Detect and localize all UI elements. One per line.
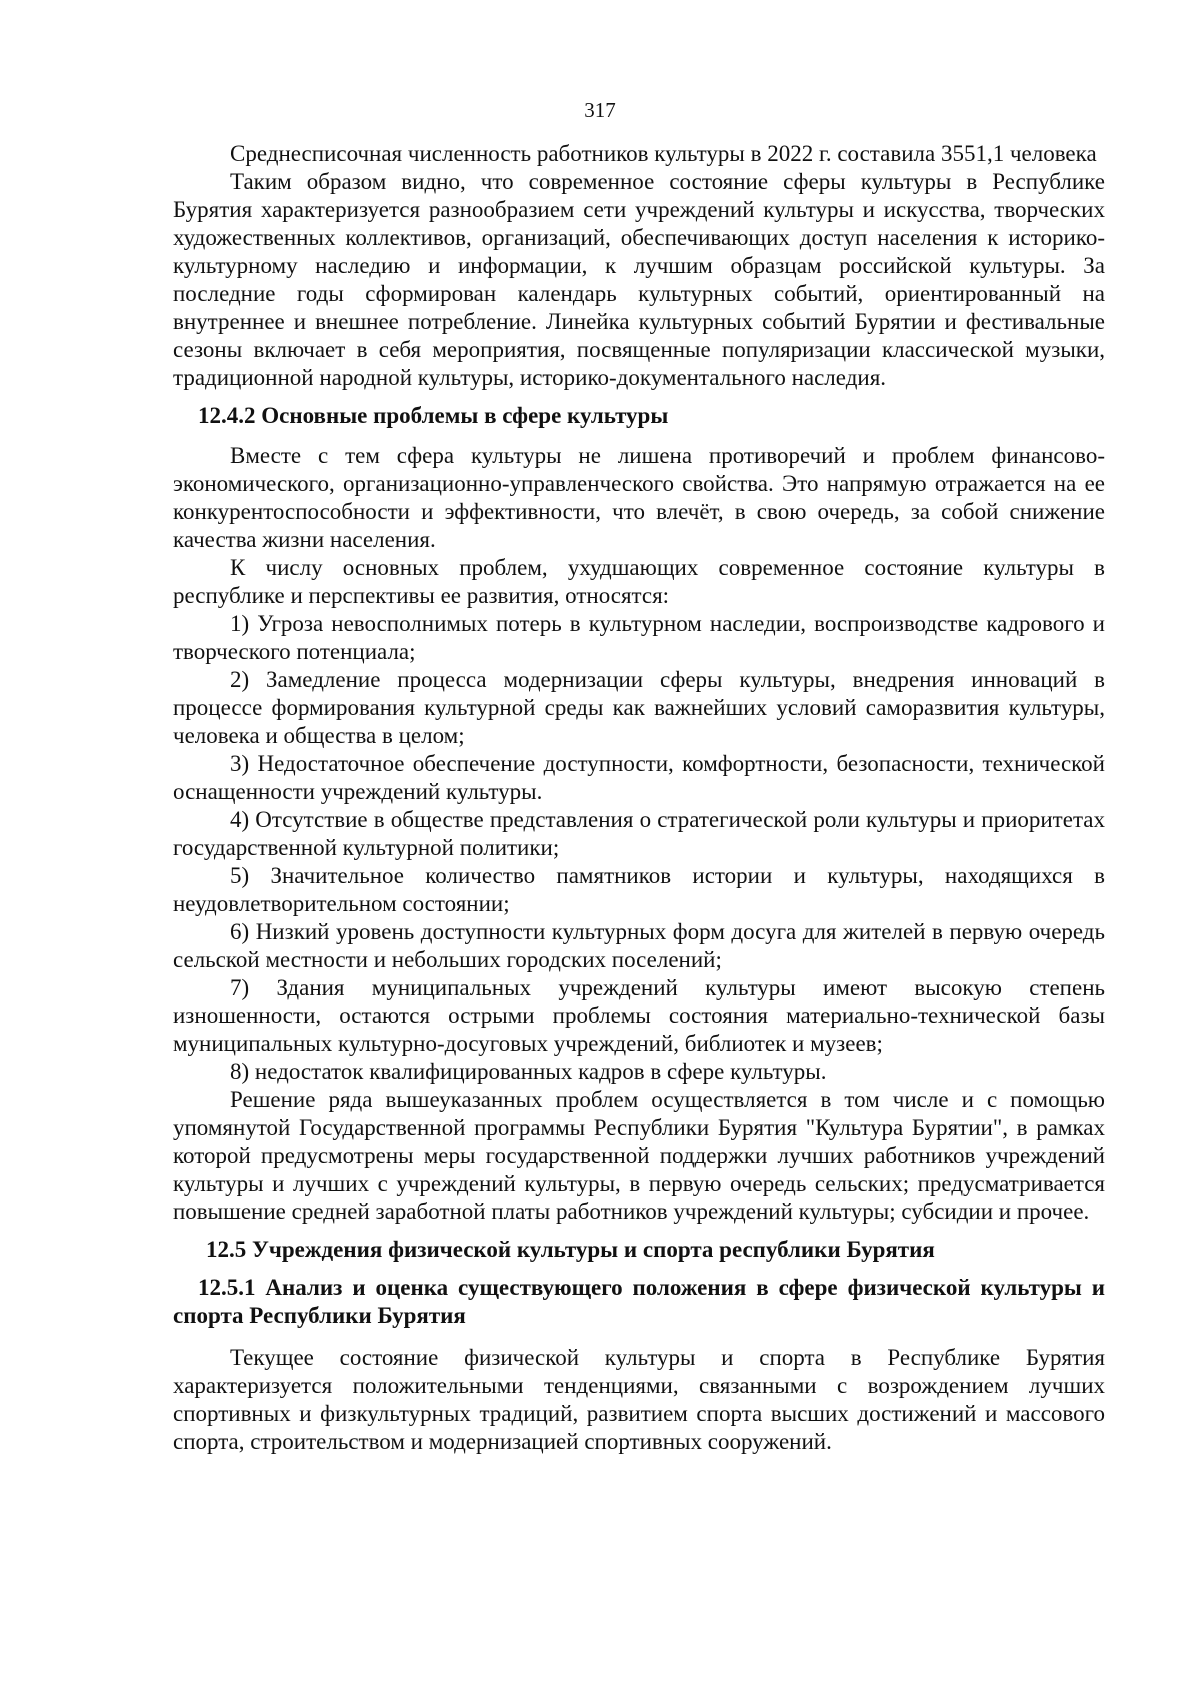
page-body xyxy=(173,140,1105,1456)
section-heading-12-5: 12.5 Учреждения физической культуры и спорта республики Бурятия xyxy=(206,1237,935,1262)
list-item: 6) Низкий уровень доступности культурных форм досуга для жителей в первую очередь сельской местности и небольших городских поселений; xyxy=(173,919,1105,972)
section-heading-12-5-1: 12.5.1 Анализ и оценка существующего положения в сфере физической культуры и спорта Республики Бурятия xyxy=(173,1275,1105,1328)
list-item: 5) Значительное количество памятников истории и культуры, находящихся в неудовлетворительном состоянии; xyxy=(173,863,1105,916)
page-number: 317 xyxy=(584,98,616,122)
paragraph: Решение ряда вышеуказанных проблем осуществляется в том числе и с помощью упомянутой Государственной программы Республики Бурятия "Культура Бурятии", в рамках которой предусмотрены меры государственной поддержки лучших работников учреждений культуры и лучших с учреждений культуры, в первую очередь сельских; предусматривается повышение средней заработной платы работников учреждений культуры; субсидии и прочее. xyxy=(173,1087,1105,1224)
list-item: 3) Недостаточное обеспечение доступности, комфортности, безопасности, технической оснащенности учреждений культуры. xyxy=(173,751,1105,804)
list-item: 1) Угроза невосполнимых потерь в культурном наследии, воспроизводстве кадрового и творческого потенциала; xyxy=(173,611,1105,664)
paragraph: Текущее состояние физической культуры и спорта в Республике Бурятия характеризуется положительными тенденциями, связанными с возрождением лучших спортивных и физкультурных традиций, развитием спорта высших достижений и массового спорта, строительством и модернизацией спортивных сооружений. xyxy=(173,1345,1105,1454)
paragraph: Таким образом видно, что современное состояние сферы культуры в Республике Бурятия характеризуется разнообразием сети учреждений культуры и искусства, творческих художественных коллективов, организаций, обеспечивающих доступ населения к историко-культурному наследию и информации, к лучшим образцам российской культуры. За последние годы сформирован календарь культурных событий, ориентированный на внутреннее и внешнее потребление. Линейка культурных событий Бурятии и фестивальные сезоны включает в себя мероприятия, посвященные популяризации классической музыки, традиционной народной культуры, историко-документального наследия. xyxy=(173,169,1105,390)
list-item: 7) Здания муниципальных учреждений культуры имеют высокую степень изношенности, остаются острыми проблемы состояния материально-технической базы муниципальных культурно-досуговых учреждений, библиотек и музеев; xyxy=(173,975,1105,1056)
list-item: 8) недостаток квалифицированных кадров в сфере культуры. xyxy=(230,1059,827,1084)
list-item: 2) Замедление процесса модернизации сферы культуры, внедрения инноваций в процессе формирования культурной среды как важнейших условий саморазвития культуры, человека и общества в целом; xyxy=(173,667,1105,748)
section-heading-12-4-2: 12.4.2 Основные проблемы в сфере культуры xyxy=(198,403,669,428)
paragraph: Вместе с тем сфера культуры не лишена противоречий и проблем финансово-экономического, организационно-управленческого свойства. Это напрямую отражается на ее конкурентоспособности и эффективности, что влечёт, в свою очередь, за собой снижение качества жизни населения. xyxy=(173,443,1105,552)
paragraph: К числу основных проблем, ухудшающих современное состояние культуры в республике и перспективы ее развития, относятся: xyxy=(173,555,1105,608)
list-item: 4) Отсутствие в обществе представления о стратегической роли культуры и приоритетах государственной культурной политики; xyxy=(173,807,1105,860)
paragraph: Среднесписочная численность работников культуры в 2022 г. составила 3551,1 человека xyxy=(230,141,1097,166)
